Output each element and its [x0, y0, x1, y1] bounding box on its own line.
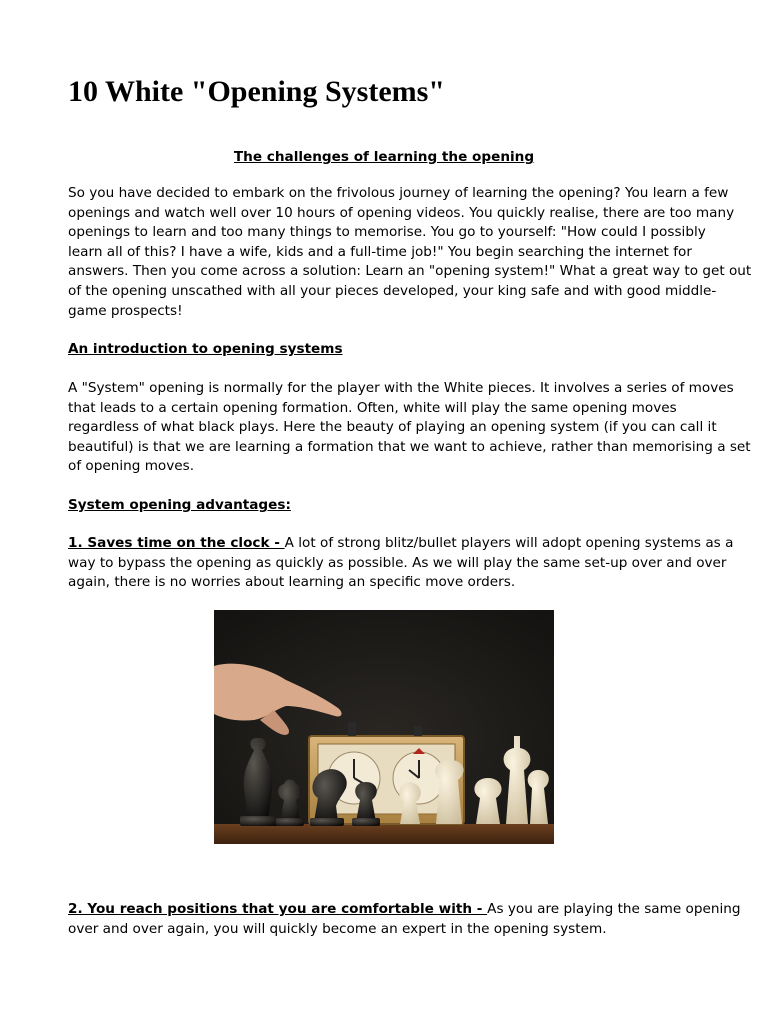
- section-heading-introduction: An introduction to opening systems: [68, 341, 343, 357]
- point-2-heading: 2. You reach positions that you are comfortable with -: [68, 901, 488, 917]
- text-line: over and over again, you will quickly become an expert in the opening system.: [68, 920, 607, 937]
- text-line: So you have decided to embark on the frivolous journey of learning the opening? You learn a few: [68, 185, 729, 201]
- text-line: way to bypass the opening as quickly as possible. As we will play the same set-up over and over: [68, 554, 727, 571]
- text-line: regardless of what black plays. Here the beauty of playing an opening system (if you can call it: [68, 419, 717, 436]
- text-line: A "System" opening is normally for the player with the White pieces. It involves a series of moves: [68, 380, 734, 396]
- text-line: openings to learn and too many things to memorise. You go to yourself: "How could I possibly: [68, 224, 706, 241]
- text-line: learn all of this? I have a wife, kids and a full-time job!" You begin searching the internet for: [68, 243, 692, 260]
- text-line: game prospects!: [68, 302, 183, 319]
- text-line: openings and watch well over 10 hours of opening videos. You quickly realise, there are too many: [68, 204, 735, 221]
- text-line: that leads to a certain opening formation. Often, white will play the same opening moves: [68, 399, 677, 416]
- text-line: answers. Then you come across a solution: Learn an "opening system!" What a great way to get out: [68, 263, 752, 280]
- text-line: As you are playing the same opening: [487, 901, 741, 917]
- introduction-paragraph: [68, 379, 751, 477]
- advantage-point-2: [68, 900, 741, 939]
- chess-clock-photo: [214, 610, 554, 844]
- text-line: beautiful) is that we are learning a formation that we want to achieve, rather than memorising a set: [68, 438, 751, 455]
- text-line: A lot of strong blitz/bullet players will adopt opening systems as a: [284, 535, 734, 551]
- document-title: 10 White "Opening Systems": [68, 75, 445, 108]
- subtitle-heading: The challenges of learning the opening: [233, 149, 535, 165]
- point-1-heading: 1. Saves time on the clock -: [68, 535, 285, 551]
- text-line: of the opening unscathed with all your pieces developed, your king safe and with good middle-: [68, 282, 717, 299]
- intro-paragraph: [68, 184, 752, 321]
- text-line: of opening moves.: [68, 458, 195, 475]
- advantage-point-1: [68, 534, 734, 593]
- text-line: again, there is no worries about learning an specific move orders.: [68, 574, 516, 591]
- section-heading-advantages: System opening advantages:: [68, 497, 291, 513]
